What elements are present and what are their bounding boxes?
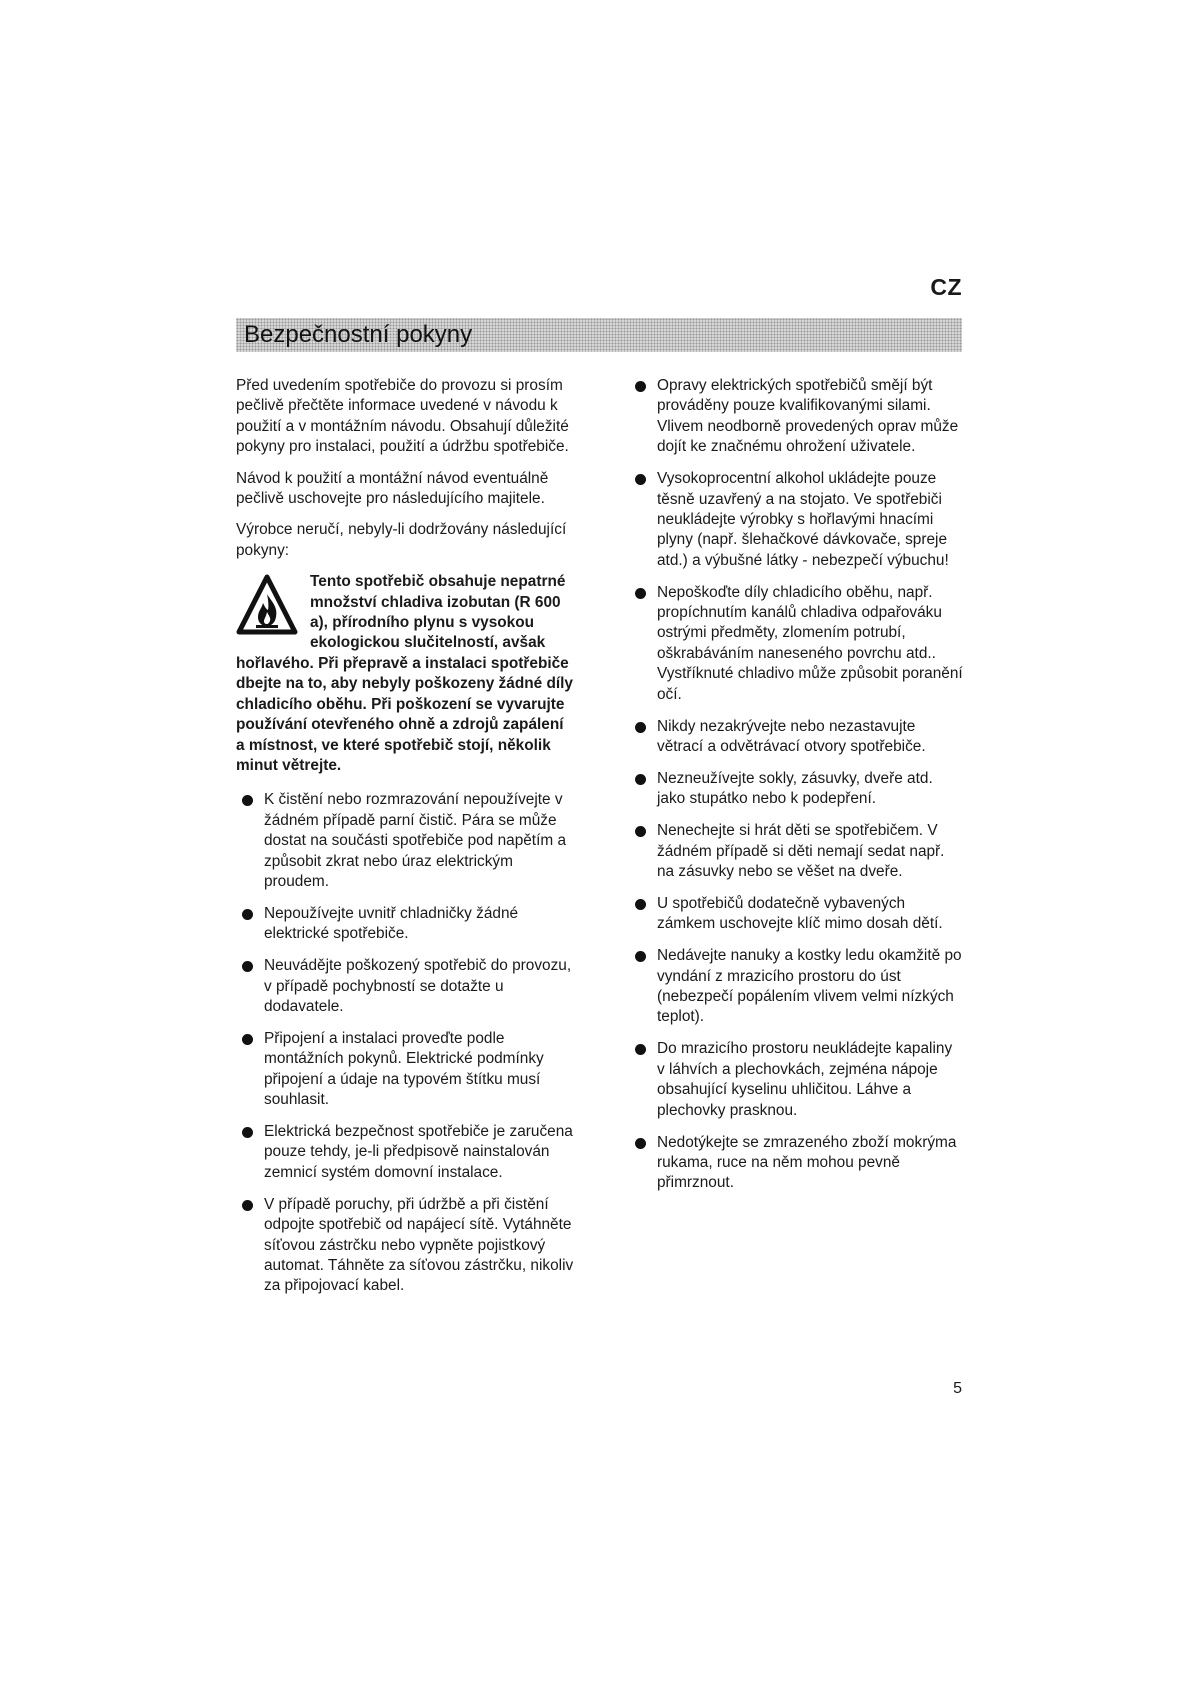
- list-item-text: Nedotýkejte se zmrazeného zboží mokrýma rukama, ruce na něm mohou pevně přimrznout.: [657, 1133, 957, 1192]
- bullet-dot-icon: [635, 1044, 646, 1055]
- list-item-text: Opravy elektrických spotřebičů smějí být prováděny pouze kvalifikovanými silami. Vlivem neodborně provedených oprav může dojít ke značnému ohrožení uživatele.: [657, 377, 959, 456]
- list-item-text: Nepoužívejte uvnitř chladničky žádné elektrické spotřebiče.: [264, 904, 519, 943]
- list-item-text: Nezneužívejte sokly, zásuvky, dveře atd. jako stupátko nebo k podepření.: [657, 769, 933, 808]
- list-item-text: U spotřebičů dodatečně vybavených zámkem uschovejte klíč mimo dosah dětí.: [657, 894, 943, 933]
- flammable-warning-icon: [236, 574, 298, 636]
- intro-paragraph: Výrobce neručí, nebyly-li dodržovány následující pokyny:: [236, 521, 567, 559]
- list-item-text: V případě poruchy, při údržbě a při čistění odpojte spotřebič od napájecí sítě. Vytáhněte síťovou zástrčku nebo vypněte pojistkový automat. Táhněte za síťovou zástrčku, nikoliv za připojovací kabel.: [264, 1195, 574, 1295]
- list-item-text: Nepoškoďte díly chladicího oběhu, např. propíchnutím kanálů chladiva odpařováku ostrými předměty, zlomením potrubí, oškrabáváním naneseného povrchu atd.. Vystříknuté chladivo může způsobit poranění očí.: [657, 583, 963, 703]
- left-column: [236, 376, 574, 1308]
- bullet-dot-icon: [242, 1034, 253, 1045]
- bullet-dot-icon: [635, 381, 646, 392]
- bullet-dot-icon: [242, 1200, 253, 1211]
- list-item: [236, 790, 574, 892]
- bullet-dot-icon: [635, 1138, 646, 1149]
- list-item-text: Nenechejte si hrát děti se spotřebičem. V žádném případě si děti nemají sedat např. na zásuvky nebo se věšet na dveře.: [657, 822, 945, 881]
- bullet-dot-icon: [242, 1127, 253, 1138]
- list-item: [236, 904, 574, 945]
- bullet-dot-icon: [635, 951, 646, 962]
- list-item: [629, 1133, 964, 1194]
- bullet-dot-icon: [242, 795, 253, 806]
- list-item: [629, 946, 964, 1028]
- list-item: [629, 821, 964, 882]
- list-item-text: Připojení a instalaci proveďte podle montážních pokynů. Elektrické podmínky připojení a údaje na typovém štítku musí souhlasit.: [264, 1029, 544, 1109]
- right-bullet-list: [629, 376, 964, 1194]
- list-item: [629, 717, 964, 758]
- bullet-dot-icon: [635, 474, 646, 485]
- list-item: [236, 1122, 574, 1183]
- warning-text: Tento spotřebič obsahuje nepatrné množství chladiva izobutan (R 600 a), přírodního plynu s vysokou ekologickou slučitelností, avšak hořlavého. Při přepravě a instalaci spotřebiče dbejte na to, aby nebyly poškozeny žádné díly chladicího oběhu. Při poškození se vyvarujte používání otevřeného ohně a zdrojů zapálení a místnost, ve které spotřebič stojí, několik minut větrejte.: [236, 573, 573, 774]
- list-item: [236, 1195, 574, 1297]
- intro-paragraph: Před uvedením spotřebiče do provozu si prosím pečlivě přečtěte informace uvedené v návodu k použití a v montážním návodu. Obsahují důležité pokyny pro instalaci, použití a údržbu spotřebiče.: [236, 377, 569, 456]
- page-title: Bezpečnostní pokyny: [244, 321, 473, 348]
- flammable-warning-block: [236, 572, 574, 776]
- list-item: [629, 469, 964, 571]
- bullet-dot-icon: [242, 909, 253, 920]
- bullet-dot-icon: [242, 961, 253, 972]
- right-column: [629, 376, 964, 1205]
- list-item-text: Nikdy nezakrývejte nebo nezastavujte větrací a odvětrávací otvory spotřebiče.: [657, 717, 926, 755]
- list-item: [236, 956, 574, 1017]
- bullet-dot-icon: [635, 899, 646, 910]
- list-item-text: K čistění nebo rozmrazování nepoužívejte v žádném případě parní čistič. Pára se může dostat na součásti spotřebiče pod napětím a způsobit zkrat nebo úraz elektrickým proudem.: [264, 791, 567, 890]
- list-item-text: Nedávejte nanuky a kostky ledu okamžitě po vyndání z mrazicího prostoru do úst (nebezpečí popálením vlivem velmi nízkých teplot).: [657, 947, 962, 1026]
- list-item-text: Do mrazicího prostoru neukládejte kapaliny v láhvích a plechovkách, zejména nápoje obsahující kyselinu uhličitou. Láhve a plechovky prasknou.: [657, 1040, 953, 1119]
- bullet-dot-icon: [635, 826, 646, 837]
- list-item: [236, 1029, 574, 1111]
- list-item-text: Neuvádějte poškozený spotřebič do provozu, v případě pochybností se dotažte u dodavatele.: [264, 957, 572, 1015]
- list-item-text: Elektrická bezpečnost spotřebiče je zaručena pouze tehdy, je-li předpisově nainstalován zemnicí systém domovní instalace.: [264, 1123, 573, 1181]
- left-bullet-list: [236, 790, 574, 1296]
- section-title-bar: [236, 318, 962, 352]
- bullet-dot-icon: [635, 722, 646, 733]
- list-item-text: Vysokoprocentní alkohol ukládejte pouze těsně uzavřený a na stojato. Ve spotřebiči neukládejte výrobky s hořlavými hnacími plyny (např. šlehačkové dávkovače, spreje atd.) a výbušné látky - nebezpečí výbuchu!: [657, 470, 949, 569]
- list-item: [629, 376, 964, 458]
- list-item: [629, 894, 964, 935]
- list-item: [629, 1039, 964, 1121]
- intro-paragraph: Návod k použití a montážní návod eventuálně pečlivě uschovejte pro následujícího majitele.: [236, 469, 549, 508]
- list-item: [629, 769, 964, 810]
- language-code: CZ: [930, 274, 962, 300]
- list-item: [629, 583, 964, 705]
- bullet-dot-icon: [635, 588, 646, 599]
- bullet-dot-icon: [635, 774, 646, 785]
- page-number: 5: [953, 1380, 962, 1397]
